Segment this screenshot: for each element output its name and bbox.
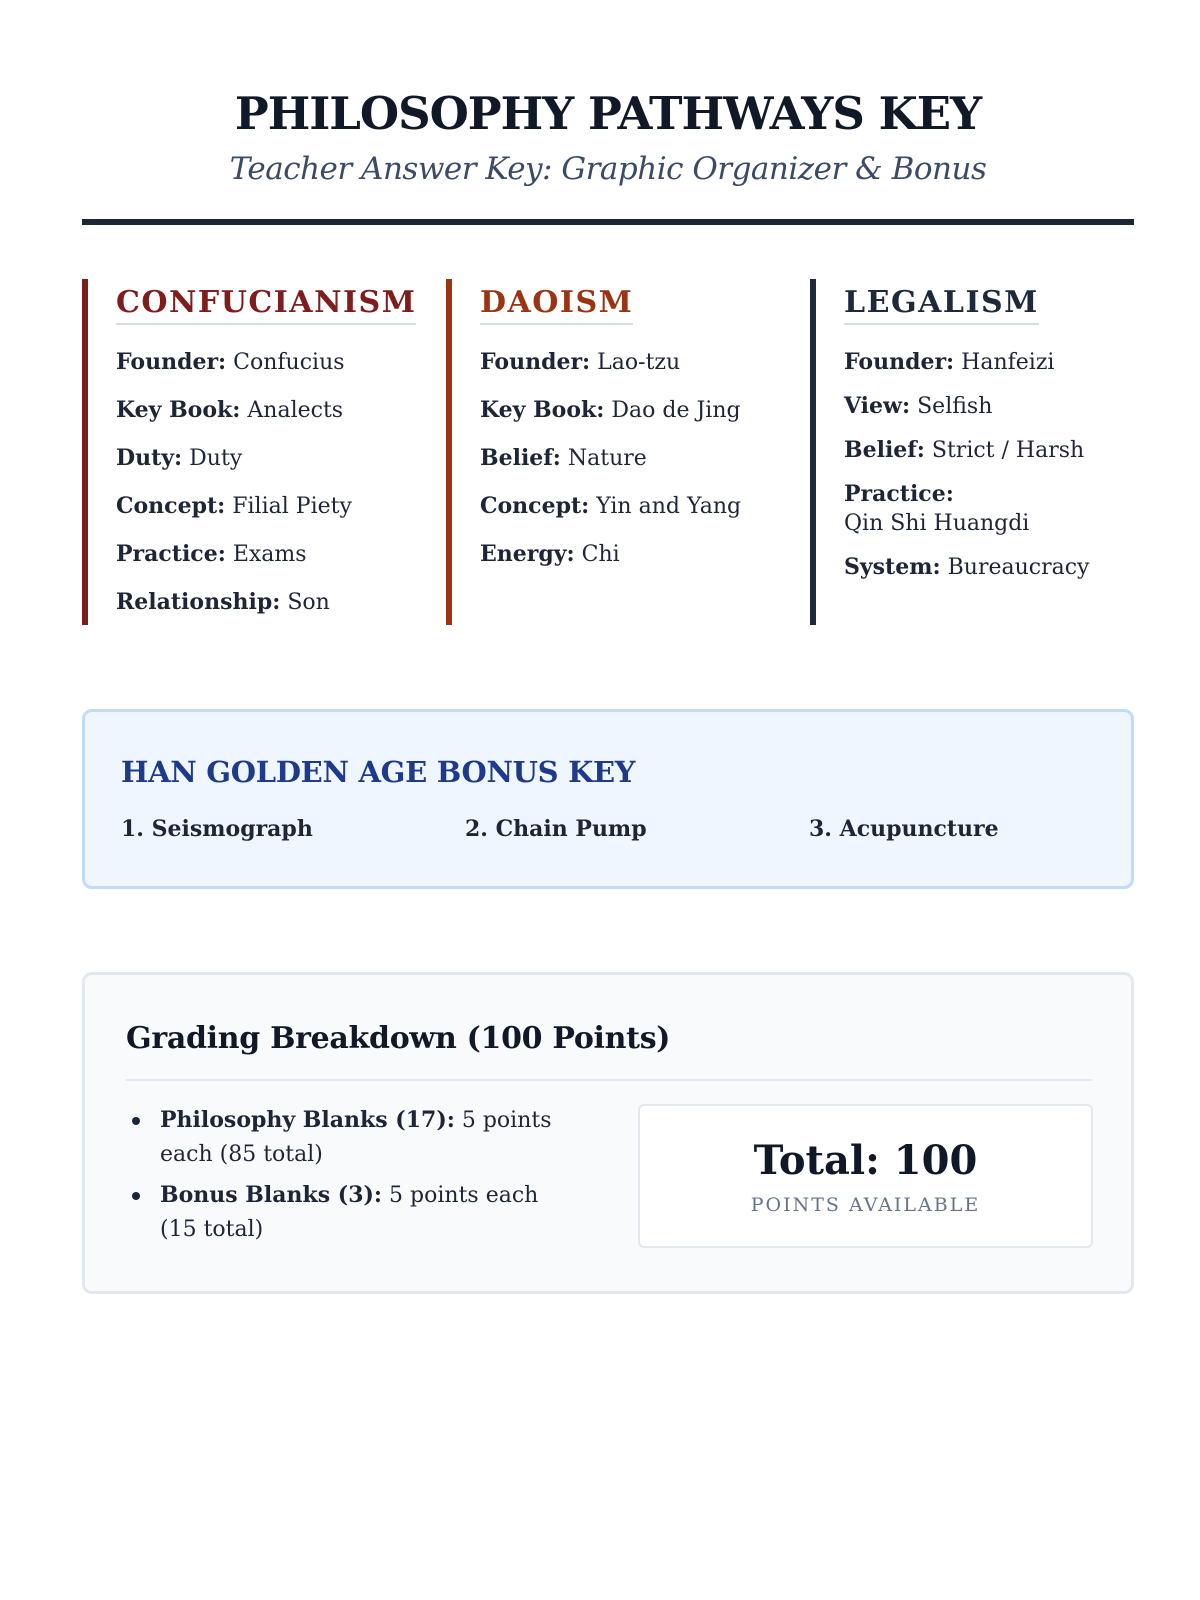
bonus-key-box [82, 709, 1134, 889]
item-value: Selfish [917, 394, 993, 419]
list-item [844, 552, 1140, 583]
item-label: Belief: [844, 437, 925, 463]
list-item [126, 1103, 566, 1172]
total-label: POINTS AVAILABLE [750, 1194, 981, 1216]
grading-line-value: 5 points each (85 total) [160, 1108, 552, 1167]
grading-list [126, 1103, 566, 1253]
item-value: Duty [189, 446, 243, 471]
bonus-item: 2. Chain Pump [465, 816, 647, 842]
list-item [126, 1178, 566, 1247]
legalism-column [810, 279, 1140, 625]
item-value: Chi [581, 542, 620, 567]
list-item [480, 539, 806, 570]
list-item [116, 491, 442, 522]
item-value: Lao-tzu [597, 350, 681, 375]
grading-line-value: 5 points each (15 total) [160, 1183, 539, 1242]
grading-line-label: Bonus Blanks (3): [160, 1182, 383, 1208]
list-item [116, 443, 442, 474]
answer-key-page [82, 0, 1134, 1242]
item-value: Confucius [233, 350, 345, 375]
philosophy-columns [82, 279, 1134, 625]
list-item [480, 491, 806, 522]
list-item [116, 347, 442, 378]
item-label: Relationship: [116, 589, 281, 615]
item-value: Nature [567, 446, 647, 471]
bonus-item: 1. Seismograph [121, 816, 313, 842]
bonus-item: 3. Acupuncture [809, 816, 999, 842]
item-value: Yin and Yang [596, 494, 742, 519]
item-label: Concept: [480, 493, 590, 519]
grading-breakdown-box [82, 972, 1134, 1294]
item-value: Analects [247, 398, 344, 423]
total-card [638, 1104, 1093, 1248]
page-header [82, 0, 1134, 225]
item-value: Bureaucracy [947, 555, 1090, 580]
item-value: Exams [232, 542, 307, 567]
item-value: Strict / Harsh [931, 438, 1085, 463]
list-item [844, 479, 1140, 539]
item-value: Qin Shi Huangdi [844, 511, 1030, 536]
item-label: View: [844, 393, 911, 419]
item-label: Practice: [844, 481, 954, 507]
item-label: Duty: [116, 445, 183, 471]
item-value: Dao de Jing [611, 398, 741, 423]
bonus-title: HAN GOLDEN AGE BONUS KEY [121, 755, 636, 789]
bullet-icon [132, 1117, 140, 1125]
grading-title: Grading Breakdown (100 Points) [126, 1021, 671, 1056]
list-item [480, 395, 806, 426]
daoism-items [480, 347, 806, 570]
list-item [480, 443, 806, 474]
item-label: Key Book: [116, 397, 241, 423]
list-item [844, 391, 1140, 422]
confucianism-items [116, 347, 442, 618]
grading-line-label: Philosophy Blanks (17): [160, 1107, 455, 1133]
daoism-column [446, 279, 806, 625]
grading-divider [126, 1079, 1092, 1081]
item-label: Founder: [116, 349, 227, 375]
item-label: Practice: [116, 541, 226, 567]
item-label: Concept: [116, 493, 226, 519]
list-item [116, 539, 442, 570]
item-value: Son [287, 590, 330, 615]
daoism-title: DAOISM [480, 283, 633, 325]
item-label: System: [844, 554, 941, 580]
item-label: Energy: [480, 541, 575, 567]
item-label: Founder: [480, 349, 591, 375]
confucianism-title: CONFUCIANISM [116, 283, 416, 325]
list-item [844, 435, 1140, 466]
list-item [116, 587, 442, 618]
header-divider [82, 219, 1134, 225]
item-value: Hanfeizi [961, 350, 1055, 375]
confucianism-column [82, 279, 442, 625]
bullet-icon [132, 1192, 140, 1200]
legalism-title: LEGALISM [844, 283, 1039, 325]
list-item [116, 395, 442, 426]
item-value: Filial Piety [232, 494, 352, 519]
total-value: Total: 100 [753, 1137, 978, 1184]
list-item [844, 347, 1140, 378]
page-title: PHILOSOPHY PATHWAYS KEY [234, 87, 982, 140]
item-label: Key Book: [480, 397, 605, 423]
item-label: Belief: [480, 445, 561, 471]
list-item [480, 347, 806, 378]
legalism-items [844, 347, 1140, 583]
bonus-items [121, 814, 1095, 846]
page-subtitle: Teacher Answer Key: Graphic Organizer & Bonus [229, 151, 987, 187]
item-label: Founder: [844, 349, 955, 375]
